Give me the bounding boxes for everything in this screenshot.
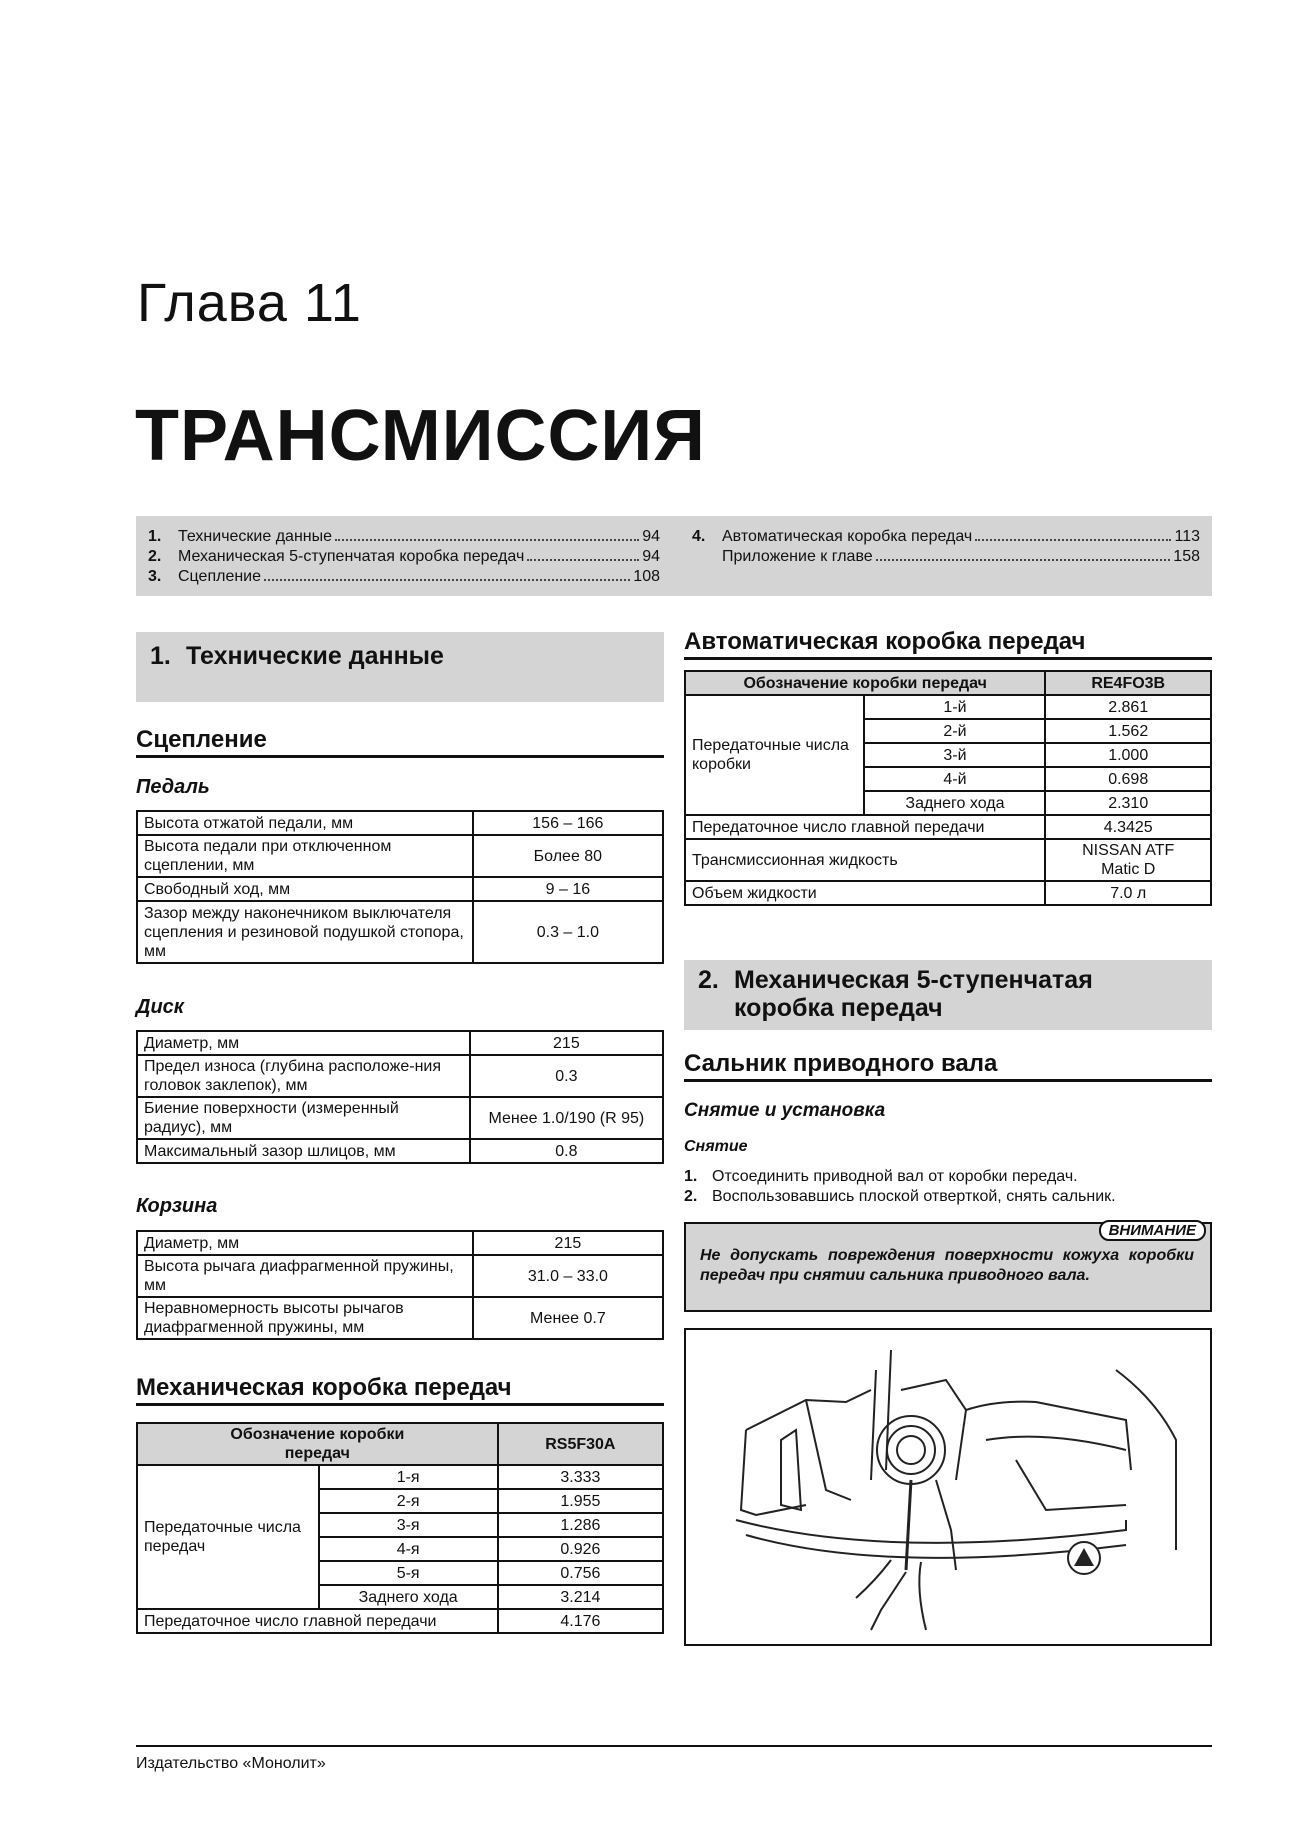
gear-cell: 3-я	[319, 1513, 498, 1537]
toc-number: 4.	[692, 528, 706, 545]
pedal-table	[136, 810, 664, 964]
ratio-label-cell: Передаточные числа коробки	[685, 695, 864, 815]
toc-page: 94	[642, 548, 660, 565]
section-title: Механическая 5-ступенчатая коробка передач	[734, 966, 1093, 1022]
ratio-cell: 2.310	[1045, 791, 1211, 815]
model-cell: RE4FO3B	[1045, 671, 1211, 695]
table-row	[137, 1297, 663, 1339]
removal-install-heading: Снятие и установка	[684, 1100, 886, 1121]
toc-label: Приложение к главе	[722, 548, 873, 565]
transmission-illustration	[686, 1330, 1210, 1644]
final-drive-value: 4.176	[498, 1609, 663, 1633]
toc-label: Автоматическая коробка передач	[722, 528, 973, 545]
volume-label: Объем жидкости	[685, 881, 1045, 905]
toc-item[interactable]	[692, 528, 1200, 546]
value-cell: Более 80	[473, 835, 663, 877]
table-row	[137, 1097, 663, 1139]
param-cell: Диаметр, мм	[137, 1031, 470, 1055]
basket-heading: Корзина	[136, 1195, 218, 1217]
manual-heading: Механическая коробка передач	[136, 1374, 664, 1406]
table-header-row	[685, 671, 1211, 695]
auto-heading: Автоматическая коробка передач	[684, 628, 1212, 660]
toc-page: 94	[642, 528, 660, 545]
ratio-cell: 1.562	[1045, 719, 1211, 743]
gear-cell: 5-я	[319, 1561, 498, 1585]
seal-heading: Сальник приводного вала	[684, 1050, 1212, 1082]
value-cell: 215	[470, 1031, 663, 1055]
final-drive-value: 4.3425	[1045, 815, 1211, 839]
param-cell: Высота отжатой педали, мм	[137, 811, 473, 835]
toc-page: 158	[1173, 548, 1200, 565]
ratio-cell: 2.861	[1045, 695, 1211, 719]
section-number: 1.	[150, 642, 171, 670]
gear-cell: 1-я	[319, 1465, 498, 1489]
table-of-contents	[136, 516, 1212, 596]
warning-badge: ВНИМАНИЕ	[1099, 1220, 1206, 1241]
toc-number: 1.	[148, 528, 162, 545]
table-row	[137, 1465, 663, 1489]
gear-cell: Заднего хода	[319, 1585, 498, 1609]
list-item: 2. Воспользовавшись плоской отверткой, снять сальник.	[684, 1188, 1116, 1205]
value-cell: 9 – 16	[473, 877, 663, 901]
clutch-heading: Сцепление	[136, 726, 664, 758]
table-row	[137, 1231, 663, 1255]
table-row	[137, 811, 663, 835]
value-cell: 215	[473, 1231, 663, 1255]
value-cell: 156 – 166	[473, 811, 663, 835]
header-cell: Обозначение коробки передач	[685, 671, 1045, 695]
ratio-cell: 3.214	[498, 1585, 663, 1609]
section-2-header	[684, 960, 1212, 1030]
table-row	[685, 839, 1211, 881]
toc-number: 3.	[148, 568, 162, 585]
footer-rule	[136, 1745, 1212, 1747]
param-cell: Биение поверхности (измеренный радиус), мм	[137, 1097, 470, 1139]
warning-text: Не допускать повреждения поверхности кожуха коробки передач при снятии сальника приводного вала.	[700, 1247, 1194, 1284]
seal-removal-figure	[684, 1328, 1212, 1646]
volume-value: 7.0 л	[1045, 881, 1211, 905]
param-cell: Максимальный зазор шлицов, мм	[137, 1139, 470, 1163]
toc-label: Сцепление	[178, 568, 262, 585]
toc-leader	[975, 539, 1171, 541]
param-cell: Высота рычага диафрагменной пружины, мм	[137, 1255, 473, 1297]
param-cell: Диаметр, мм	[137, 1231, 473, 1255]
auto-gear-table	[684, 670, 1212, 906]
pedal-heading: Педаль	[136, 776, 210, 798]
gear-cell: 2-й	[864, 719, 1045, 743]
table-row	[137, 1609, 663, 1633]
gear-cell: 4-я	[319, 1537, 498, 1561]
section-title: Технические данные	[186, 642, 444, 670]
removal-heading: Снятие	[684, 1138, 748, 1155]
basket-table	[136, 1230, 664, 1340]
section-1-header	[136, 632, 664, 702]
value-cell: Менее 0.7	[473, 1297, 663, 1339]
ratio-cell: 0.756	[498, 1561, 663, 1585]
table-row	[685, 881, 1211, 905]
final-drive-label: Передаточное число главной передачи	[685, 815, 1045, 839]
param-cell: Высота педали при отключенном сцеплении, мм	[137, 835, 473, 877]
list-item: 1. Отсоединить приводной вал от коробки передач.	[684, 1168, 1078, 1185]
toc-page: 108	[633, 568, 660, 585]
toc-label: Механическая 5-ступенчатая коробка передач	[178, 548, 525, 565]
gear-cell: Заднего хода	[864, 791, 1045, 815]
param-cell: Предел износа (глубина расположе-ния головок заклепок), мм	[137, 1055, 470, 1097]
table-row	[685, 815, 1211, 839]
toc-leader	[527, 559, 639, 561]
fluid-value: NISSAN ATF Matic D	[1045, 839, 1211, 881]
toc-item[interactable]	[148, 568, 660, 586]
value-cell: Менее 1.0/190 (R 95)	[470, 1097, 663, 1139]
gear-cell: 1-й	[864, 695, 1045, 719]
toc-leader	[264, 579, 630, 581]
param-cell: Зазор между наконечником выключателя сцепления и резиновой подушкой стопора, мм	[137, 901, 473, 963]
disc-table	[136, 1030, 664, 1164]
fluid-label: Трансмиссионная жидкость	[685, 839, 1045, 881]
ratio-cell: 1.286	[498, 1513, 663, 1537]
header-cell: Обозначение коробки передач	[137, 1423, 498, 1465]
value-cell: 0.3	[470, 1055, 663, 1097]
table-row	[685, 695, 1211, 719]
value-cell: 0.8	[470, 1139, 663, 1163]
ratio-cell: 1.000	[1045, 743, 1211, 767]
table-row	[137, 835, 663, 877]
table-row	[137, 901, 663, 963]
toc-item[interactable]	[692, 548, 1200, 566]
param-cell: Неравномерность высоты рычагов диафрагменной пружины, мм	[137, 1297, 473, 1339]
model-cell: RS5F30A	[498, 1423, 663, 1465]
removal-steps	[684, 1168, 1212, 1208]
toc-leader	[335, 539, 639, 541]
section-number: 2.	[698, 966, 719, 994]
ratio-cell: 0.926	[498, 1537, 663, 1561]
value-cell: 31.0 – 33.0	[473, 1255, 663, 1297]
param-cell: Свободный ход, мм	[137, 877, 473, 901]
table-row	[137, 1031, 663, 1055]
gear-cell: 2-я	[319, 1489, 498, 1513]
manual-gear-table	[136, 1422, 664, 1634]
ratio-cell: 0.698	[1045, 767, 1211, 791]
table-row	[137, 1255, 663, 1297]
warning-box	[684, 1222, 1212, 1312]
toc-item[interactable]	[148, 528, 660, 546]
table-row	[137, 877, 663, 901]
gear-cell: 4-й	[864, 767, 1045, 791]
final-drive-label: Передаточное число главной передачи	[137, 1609, 498, 1633]
publisher-footer: Издательство «Монолит»	[136, 1755, 326, 1772]
value-cell: 0.3 – 1.0	[473, 901, 663, 963]
chapter-number: Глава 11	[137, 273, 362, 333]
chapter-title: ТРАНСМИССИЯ	[135, 396, 706, 476]
toc-leader	[876, 559, 1171, 561]
ratio-cell: 3.333	[498, 1465, 663, 1489]
toc-label: Технические данные	[178, 528, 333, 545]
table-header-row	[137, 1423, 663, 1465]
table-row	[137, 1139, 663, 1163]
ratio-label-cell: Передаточные числа передач	[137, 1465, 319, 1609]
view-marker-icon	[1068, 1542, 1100, 1574]
gear-cell: 3-й	[864, 743, 1045, 767]
toc-number: 2.	[148, 548, 162, 565]
toc-page: 113	[1174, 528, 1200, 545]
table-row	[137, 1055, 663, 1097]
toc-item[interactable]	[148, 548, 660, 566]
disc-heading: Диск	[136, 996, 184, 1018]
ratio-cell: 1.955	[498, 1489, 663, 1513]
